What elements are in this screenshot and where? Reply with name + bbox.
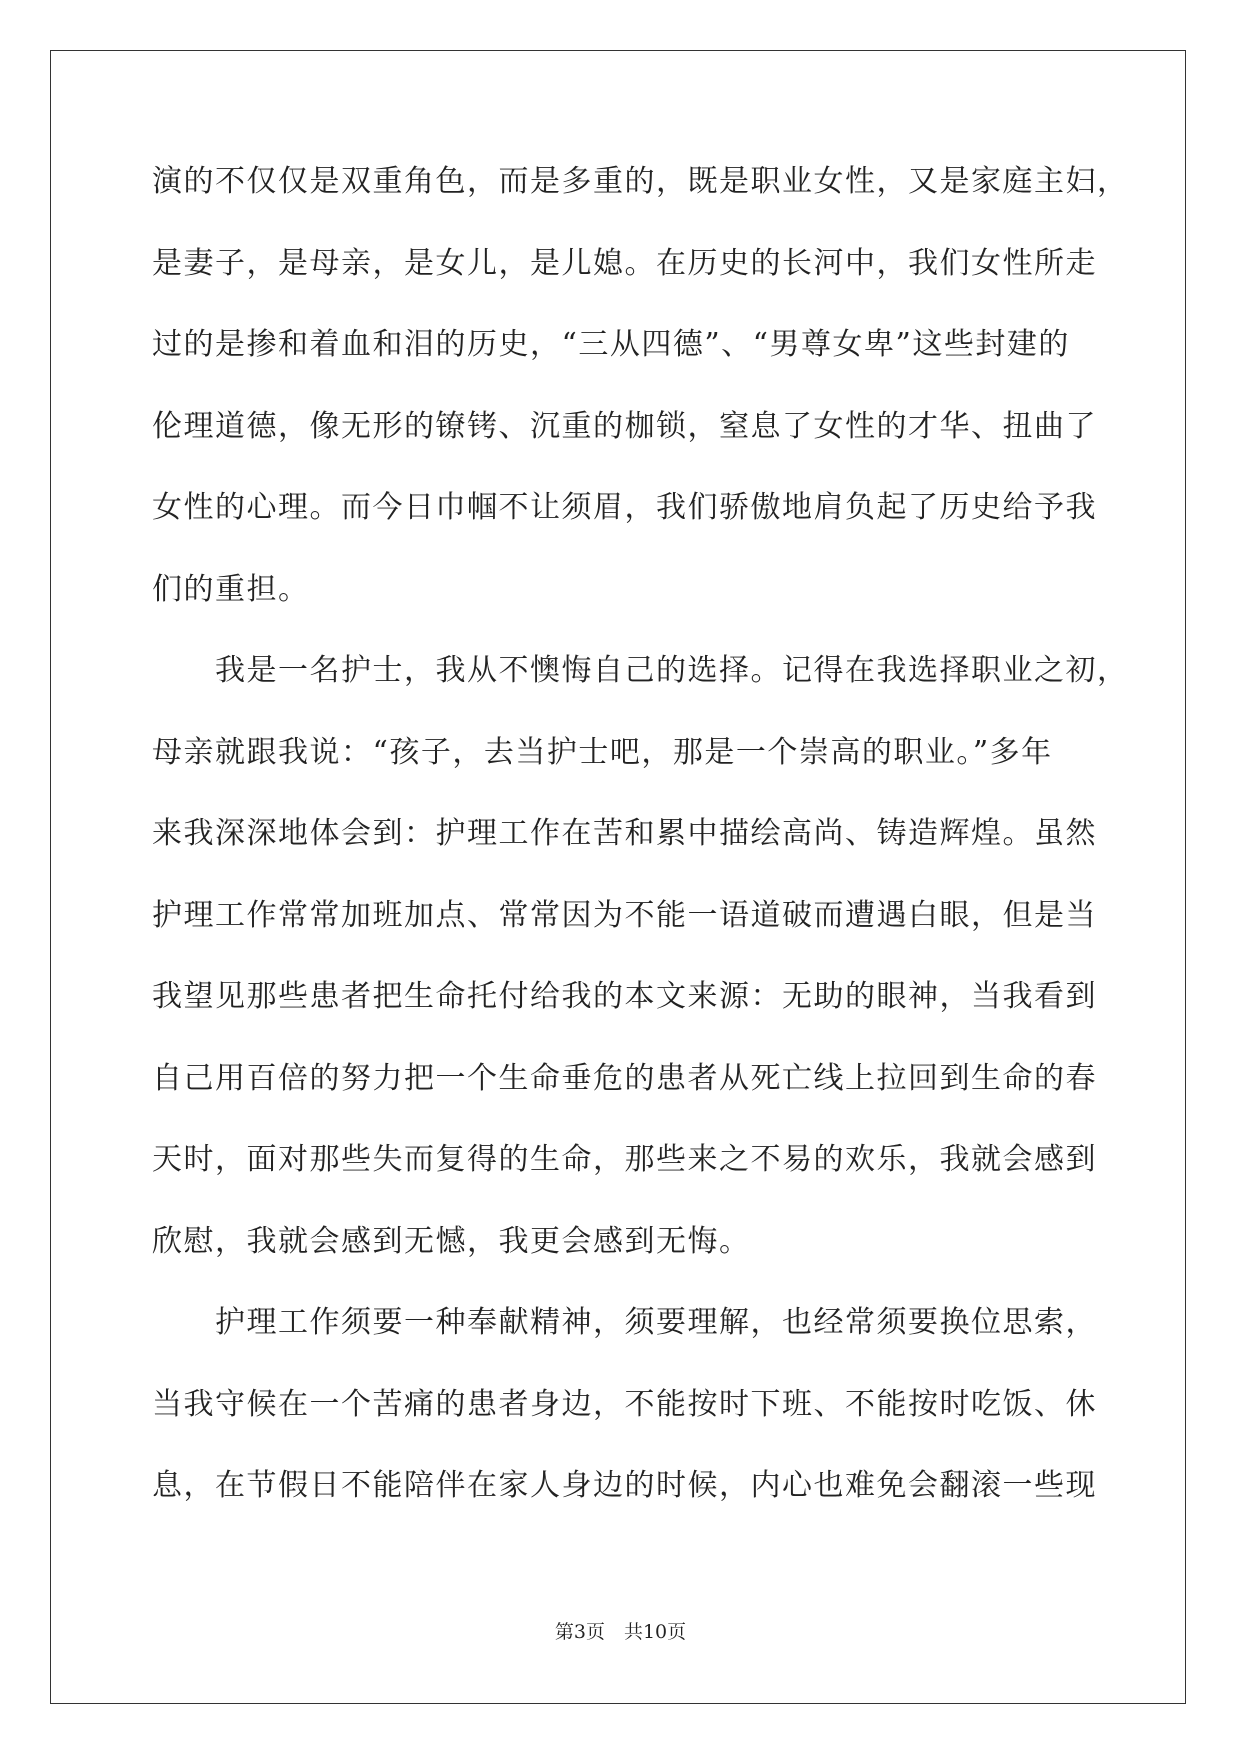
text-line: 天时，面对那些失而复得的生命，那些来之不易的欢乐，我就会感到 xyxy=(152,1142,1097,1177)
text-line: 我是一名护士，我从不懊悔自己的选择。记得在我选择职业之初， xyxy=(152,653,1129,688)
text-line: 我望见那些患者把生命托付给我的本文来源：无助的眼神，当我看到 xyxy=(152,979,1097,1014)
text-line: 护理工作常常加班加点、常常因为不能一语道破而遭遇白眼，但是当 xyxy=(152,897,1097,933)
text-line: 当我守候在一个苦痛的患者身边，不能按时下班、不能按时吃饭、休 xyxy=(152,1386,1097,1422)
text-line: 护理工作须要一种奉献精神，须要理解，也经常须要换位思索， xyxy=(152,1305,1097,1340)
text-line: 来我深深地体会到：护理工作在苦和累中描绘高尚、铸造辉煌。虽然 xyxy=(152,816,1097,851)
text-line: 息，在节假日不能陪伴在家人身边的时候，内心也难免会翻滚一些现 xyxy=(152,1468,1097,1503)
text-line: 欣慰，我就会感到无憾，我更会感到无悔。 xyxy=(152,1223,751,1259)
text-line: 女性的心理。而今日巾帼不让须眉，我们骄傲地肩负起了历史给予我 xyxy=(152,490,1097,525)
page-number-footer: 第3页 共10页 xyxy=(554,1621,687,1643)
paragraph-1 xyxy=(152,162,1129,651)
document-body xyxy=(152,162,1129,1548)
text-line: 母亲就跟我说：“孩子，去当护士吧，那是一个崇高的职业。”多年 xyxy=(152,734,1053,770)
text-line: 演的不仅仅是双重角色，而是多重的，既是职业女性，又是家庭主妇， xyxy=(152,164,1129,199)
paragraph-2 xyxy=(152,651,1129,1303)
text-line: 过的是掺和着血和泪的历史，“三从四德”、“男尊女卑”这些封建的 xyxy=(152,327,1070,362)
paragraph-3 xyxy=(152,1303,1097,1548)
text-line: 们的重担。 xyxy=(152,571,310,607)
text-line: 伦理道德，像无形的镣铐、沉重的枷锁，窒息了女性的才华、扭曲了 xyxy=(152,408,1097,444)
text-line: 是妻子，是母亲，是女儿，是儿媳。在历史的长河中，我们女性所走 xyxy=(152,245,1097,281)
text-line: 自己用百倍的努力把一个生命垂危的患者从死亡线上拉回到生命的春 xyxy=(152,1060,1097,1096)
